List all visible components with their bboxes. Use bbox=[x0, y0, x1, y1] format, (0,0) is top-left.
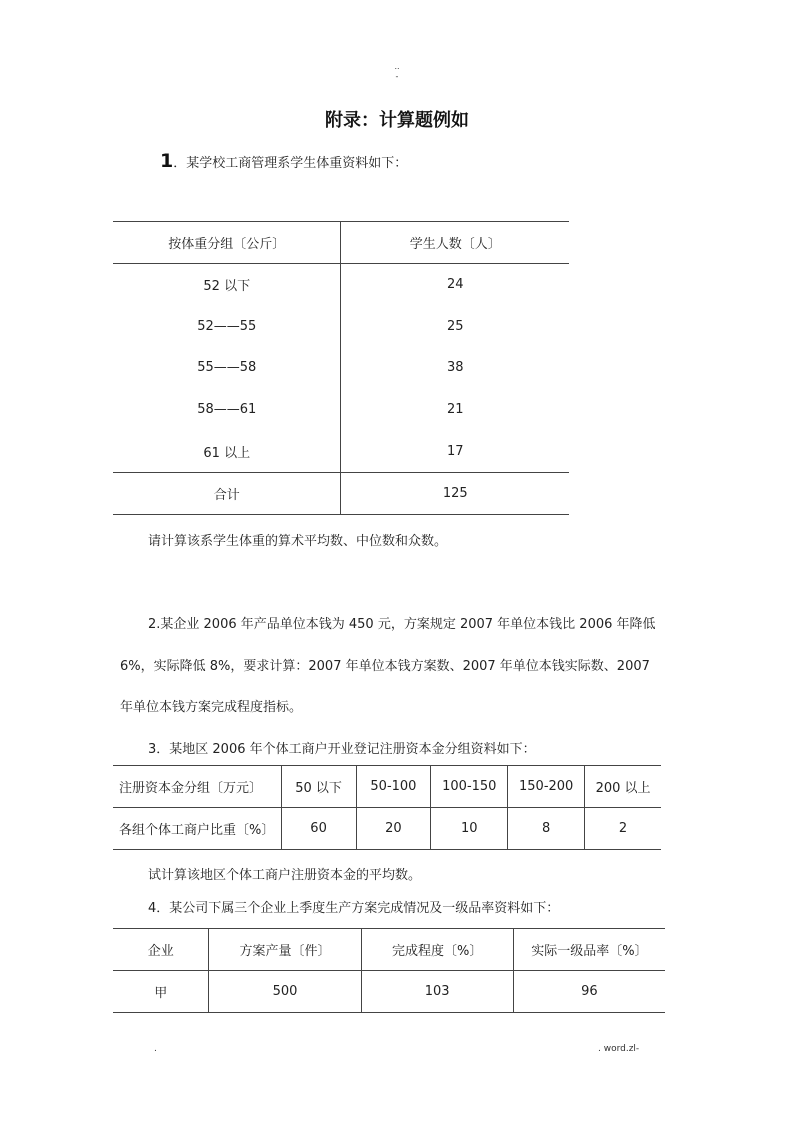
table-row bbox=[113, 808, 661, 850]
enterprise-table bbox=[113, 928, 665, 1013]
table-cell: 24 bbox=[446, 277, 464, 293]
table-cell: 60 bbox=[281, 808, 356, 850]
table-row bbox=[113, 264, 569, 306]
table-row bbox=[113, 306, 569, 348]
table-cell: 25 bbox=[446, 318, 464, 334]
header-mark-bottom: - bbox=[395, 72, 399, 81]
table-cell: 200 以上 bbox=[585, 766, 661, 808]
table-row bbox=[113, 347, 569, 389]
question-1-number: 1 bbox=[160, 150, 174, 172]
table-row bbox=[113, 766, 661, 808]
table-cell: 125 bbox=[341, 472, 569, 514]
table-cell: 500 bbox=[209, 971, 361, 1013]
table-header-cell: 按体重分组〔公斤〕 bbox=[113, 222, 341, 264]
table-row bbox=[113, 389, 569, 431]
table-row bbox=[113, 971, 665, 1013]
question-1-task: 请计算该系学生体重的算术平均数、中位数和众数。 bbox=[148, 534, 448, 549]
table-cell: 2 bbox=[585, 808, 661, 850]
table-cell: 55——58 bbox=[113, 347, 341, 389]
question-3-text: 3．某地区 2006 年个体工商户开业登记注册资本金分组资料如下： bbox=[148, 742, 536, 757]
table-total-row bbox=[113, 472, 569, 514]
page-title: 附录：计算题例如 bbox=[325, 110, 469, 131]
table-cell: 100-150 bbox=[431, 766, 508, 808]
table-header-cell: 学生人数〔人〕 bbox=[341, 222, 569, 264]
footer-left: . bbox=[154, 1044, 157, 1054]
table-cell: 17 bbox=[446, 443, 464, 459]
table-cell: 58——61 bbox=[113, 389, 341, 431]
table-cell: 10 bbox=[431, 808, 508, 850]
question-2-line-3: 年单位本钱方案完成程度指标。 bbox=[120, 700, 303, 715]
table-header-cell: 方案产量〔件〕 bbox=[209, 929, 361, 971]
table-header-row bbox=[113, 929, 665, 971]
table-header-cell: 实际一级品率〔%〕 bbox=[513, 929, 665, 971]
table-cell: 150-200 bbox=[508, 766, 585, 808]
table-header-row bbox=[113, 222, 569, 264]
question-4-text: 4．某公司下属三个企业上季度生产方案完成情况及一级品率资料如下： bbox=[148, 901, 560, 916]
table-cell: 合计 bbox=[113, 472, 341, 514]
table-cell: 注册资本金分组〔万元〕 bbox=[113, 766, 281, 808]
table-header-cell: 完成程度〔%〕 bbox=[361, 929, 513, 971]
table-cell: 96 bbox=[513, 971, 665, 1013]
table-cell: 甲 bbox=[154, 986, 168, 1001]
table-cell: 52 以下 bbox=[113, 264, 341, 306]
table-cell: 各组个体工商户比重〔%〕 bbox=[119, 823, 275, 838]
question-3-task: 试计算该地区个体工商户注册资本金的平均数。 bbox=[148, 868, 422, 883]
question-1-intro bbox=[160, 150, 407, 172]
question-2-line-1: 2.某企业 2006 年产品单位本钱为 450 元，方案规定 2007 年单位本钱比 2006 年降低 bbox=[148, 617, 656, 632]
weight-table bbox=[113, 221, 569, 515]
table-cell: 20 bbox=[356, 808, 431, 850]
capital-table bbox=[113, 765, 661, 850]
footer-right: . word.zl- bbox=[598, 1044, 640, 1054]
table-cell: 21 bbox=[446, 402, 464, 418]
table-cell: 8 bbox=[508, 808, 585, 850]
table-cell: 50-100 bbox=[356, 766, 431, 808]
question-2-line-2: 6%，实际降低 8%，要求计算：2007 年单位本钱方案数、2007 年单位本钱实际数、2007 bbox=[120, 659, 650, 674]
table-header-cell: 企业 bbox=[113, 929, 209, 971]
table-cell: 50 以下 bbox=[281, 766, 356, 808]
table-row bbox=[113, 430, 569, 472]
table-cell: 52——55 bbox=[113, 306, 341, 348]
table-cell: 61 以上 bbox=[113, 430, 341, 472]
table-cell: 103 bbox=[361, 971, 513, 1013]
table-cell: 38 bbox=[446, 360, 464, 376]
question-1-text: ．某学校工商管理系学生体重资料如下： bbox=[173, 156, 408, 171]
header-mark-top: .. bbox=[394, 62, 400, 71]
